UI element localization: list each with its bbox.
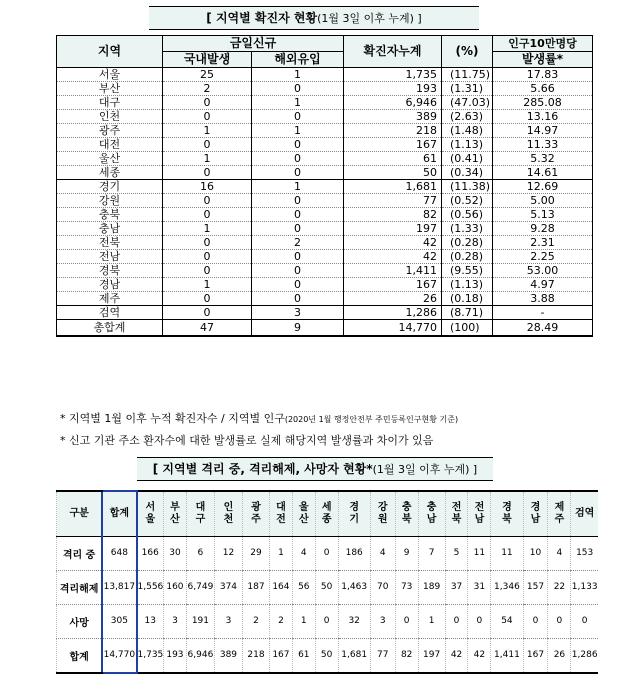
cell-cumulative: 1,411 bbox=[344, 264, 442, 278]
cell-overseas: 0 bbox=[252, 264, 344, 278]
header-domestic: 국내발생 bbox=[163, 52, 252, 68]
value-cell: 1 bbox=[418, 604, 445, 638]
cell-cumulative: 77 bbox=[344, 194, 442, 208]
cell-percent: (11.75) bbox=[442, 68, 493, 82]
table-row bbox=[57, 250, 593, 264]
cell-cumulative: 167 bbox=[344, 278, 442, 292]
cell-domestic: 25 bbox=[163, 68, 252, 82]
value-cell: 61 bbox=[292, 638, 315, 673]
table1-title bbox=[149, 6, 479, 30]
table-row bbox=[57, 222, 593, 236]
note-rate-difference: * 신고 기관 주소 환자수에 대한 발생률로 실제 해당지역 발생률과 차이가 있음 bbox=[60, 434, 434, 447]
header-cell: 부 산 bbox=[164, 491, 187, 537]
cell-cumulative: 26 bbox=[344, 292, 442, 306]
value-cell: 42 bbox=[468, 638, 491, 673]
cell-rate: 5.13 bbox=[493, 208, 593, 222]
cell-percent: (0.56) bbox=[442, 208, 493, 222]
value-cell: 9 bbox=[395, 537, 418, 571]
header-cell: 검역 bbox=[571, 491, 598, 537]
cell-domestic: 1 bbox=[163, 278, 252, 292]
cell-domestic: 0 bbox=[163, 194, 252, 208]
value-cell: 218 bbox=[242, 638, 269, 673]
table-row bbox=[57, 278, 593, 292]
cell-cumulative: 1,286 bbox=[344, 306, 442, 320]
value-cell: 1,463 bbox=[338, 570, 370, 604]
cell-rate: 11.33 bbox=[493, 138, 593, 152]
table-row bbox=[57, 96, 593, 110]
total-cell: 14,770 bbox=[102, 638, 136, 673]
table-row bbox=[57, 68, 593, 82]
cell-overseas: 0 bbox=[252, 82, 344, 96]
value-cell: 2 bbox=[242, 604, 269, 638]
cell-overseas: 1 bbox=[252, 180, 344, 194]
header-cell: 광 주 bbox=[242, 491, 269, 537]
total-cell: 648 bbox=[102, 537, 136, 571]
cell-domestic: 0 bbox=[163, 292, 252, 306]
value-cell: 42 bbox=[445, 638, 468, 673]
total-cell: 305 bbox=[102, 604, 136, 638]
value-cell: 22 bbox=[548, 570, 571, 604]
header-cell: 경 남 bbox=[523, 491, 548, 537]
value-cell: 7 bbox=[418, 537, 445, 571]
value-cell: 1,286 bbox=[571, 638, 598, 673]
value-cell: 10 bbox=[523, 537, 548, 571]
table-row bbox=[57, 570, 599, 604]
note-population bbox=[60, 410, 458, 426]
value-cell: 13 bbox=[137, 604, 164, 638]
cell-percent: (1.48) bbox=[442, 124, 493, 138]
cell-region: 검역 bbox=[57, 306, 163, 320]
cell-cumulative: 193 bbox=[344, 82, 442, 96]
cell-cumulative: 61 bbox=[344, 152, 442, 166]
value-cell: 197 bbox=[418, 638, 445, 673]
cell-region: 전남 bbox=[57, 250, 163, 264]
value-cell: 189 bbox=[418, 570, 445, 604]
cell-overseas: 0 bbox=[252, 110, 344, 124]
cell-overseas: 0 bbox=[252, 208, 344, 222]
cell-domestic: 0 bbox=[163, 264, 252, 278]
table-row bbox=[57, 306, 593, 320]
cell-cumulative: 167 bbox=[344, 138, 442, 152]
cell-region: 대구 bbox=[57, 96, 163, 110]
cell-domestic: 0 bbox=[163, 138, 252, 152]
value-cell: 32 bbox=[338, 604, 370, 638]
cell-rate: 28.49 bbox=[493, 320, 593, 337]
cell-rate: 14.61 bbox=[493, 166, 593, 180]
header-cell: 충 남 bbox=[418, 491, 445, 537]
header-today-new: 금일신규 bbox=[163, 36, 344, 52]
header-cell: 전 남 bbox=[468, 491, 491, 537]
cell-domestic: 1 bbox=[163, 152, 252, 166]
cell-domestic: 16 bbox=[163, 180, 252, 194]
cell-cumulative: 14,770 bbox=[344, 320, 442, 337]
value-cell: 160 bbox=[164, 570, 187, 604]
cell-rate: 285.08 bbox=[493, 96, 593, 110]
table-row bbox=[57, 166, 593, 180]
value-cell: 1 bbox=[292, 604, 315, 638]
cell-region: 부산 bbox=[57, 82, 163, 96]
cell-domestic: 0 bbox=[163, 250, 252, 264]
value-cell: 4 bbox=[548, 537, 571, 571]
cell-domestic: 0 bbox=[163, 306, 252, 320]
value-cell: 167 bbox=[523, 638, 548, 673]
value-cell: 11 bbox=[468, 537, 491, 571]
cell-percent: (8.71) bbox=[442, 306, 493, 320]
value-cell: 186 bbox=[338, 537, 370, 571]
cell-percent: (1.33) bbox=[442, 222, 493, 236]
cell-percent: (0.52) bbox=[442, 194, 493, 208]
value-cell: 389 bbox=[214, 638, 242, 673]
value-cell: 164 bbox=[270, 570, 293, 604]
header-cell: 전 북 bbox=[445, 491, 468, 537]
header-cell: 인 천 bbox=[214, 491, 242, 537]
header-region: 지역 bbox=[57, 36, 163, 68]
value-cell: 50 bbox=[315, 638, 338, 673]
cell-domestic: 2 bbox=[163, 82, 252, 96]
header-percent: (%) bbox=[442, 36, 493, 68]
table-row bbox=[57, 236, 593, 250]
table1-title-main: [ 지역별 확진자 현황 bbox=[206, 11, 318, 25]
cell-percent: (2.63) bbox=[442, 110, 493, 124]
value-cell: 6,749 bbox=[186, 570, 214, 604]
cell-overseas: 3 bbox=[252, 306, 344, 320]
header-cell: 합계 bbox=[102, 491, 136, 537]
value-cell: 82 bbox=[395, 638, 418, 673]
cell-rate: 17.83 bbox=[493, 68, 593, 82]
isolation-status-table bbox=[56, 490, 598, 674]
cell-cumulative: 1,735 bbox=[344, 68, 442, 82]
row-label: 격리해제 bbox=[57, 570, 103, 604]
value-cell: 3 bbox=[164, 604, 187, 638]
cell-cumulative: 82 bbox=[344, 208, 442, 222]
cell-cumulative: 1,681 bbox=[344, 180, 442, 194]
header-cell: 울 산 bbox=[292, 491, 315, 537]
value-cell: 4 bbox=[370, 537, 395, 571]
cell-region: 서울 bbox=[57, 68, 163, 82]
note-population-main: * 지역별 1월 이후 누적 확진자수 / 지역별 인구 bbox=[60, 412, 285, 425]
cell-rate: 5.32 bbox=[493, 152, 593, 166]
value-cell: 77 bbox=[370, 638, 395, 673]
header-cell: 경 기 bbox=[338, 491, 370, 537]
value-cell: 193 bbox=[164, 638, 187, 673]
value-cell: 191 bbox=[186, 604, 214, 638]
cell-region: 울산 bbox=[57, 152, 163, 166]
cell-domestic: 47 bbox=[163, 320, 252, 337]
cell-domestic: 0 bbox=[163, 110, 252, 124]
header-overseas: 해외유입 bbox=[252, 52, 344, 68]
header-rate-line2: 발생률* bbox=[493, 52, 593, 68]
value-cell: 29 bbox=[242, 537, 269, 571]
value-cell: 0 bbox=[395, 604, 418, 638]
value-cell: 1,681 bbox=[338, 638, 370, 673]
cell-domestic: 0 bbox=[163, 96, 252, 110]
cell-overseas: 0 bbox=[252, 194, 344, 208]
header-cell: 강 원 bbox=[370, 491, 395, 537]
value-cell: 167 bbox=[270, 638, 293, 673]
cell-region: 경기 bbox=[57, 180, 163, 194]
cell-percent: (0.41) bbox=[442, 152, 493, 166]
table-row bbox=[57, 638, 599, 673]
value-cell: 153 bbox=[571, 537, 598, 571]
cell-cumulative: 197 bbox=[344, 222, 442, 236]
cell-cumulative: 50 bbox=[344, 166, 442, 180]
cell-region: 총합계 bbox=[57, 320, 163, 337]
value-cell: 50 bbox=[315, 570, 338, 604]
header-cell: 제 주 bbox=[548, 491, 571, 537]
cell-percent: (1.13) bbox=[442, 278, 493, 292]
cell-domestic: 0 bbox=[163, 208, 252, 222]
cell-rate: 53.00 bbox=[493, 264, 593, 278]
table-row bbox=[57, 124, 593, 138]
value-cell: 0 bbox=[468, 604, 491, 638]
value-cell: 6 bbox=[186, 537, 214, 571]
cell-overseas: 1 bbox=[252, 96, 344, 110]
cell-percent: (11.38) bbox=[442, 180, 493, 194]
table-row bbox=[57, 152, 593, 166]
cell-rate: 5.00 bbox=[493, 194, 593, 208]
cell-region: 제주 bbox=[57, 292, 163, 306]
cell-percent: (1.31) bbox=[442, 82, 493, 96]
value-cell: 1,411 bbox=[491, 638, 523, 673]
row-label: 합계 bbox=[57, 638, 103, 673]
cell-region: 충남 bbox=[57, 222, 163, 236]
cell-overseas: 0 bbox=[252, 166, 344, 180]
header-cell: 충 북 bbox=[395, 491, 418, 537]
row-label: 격리 중 bbox=[57, 537, 103, 571]
total-row bbox=[57, 320, 593, 337]
cell-region: 세종 bbox=[57, 166, 163, 180]
value-cell: 1,133 bbox=[571, 570, 598, 604]
cell-rate: 9.28 bbox=[493, 222, 593, 236]
regional-cases-table bbox=[56, 35, 593, 337]
cell-percent: (0.28) bbox=[442, 236, 493, 250]
header-cell: 세 종 bbox=[315, 491, 338, 537]
table2-title-sub: (1월 3일 이후 누계) ] bbox=[372, 463, 478, 476]
value-cell: 0 bbox=[315, 537, 338, 571]
value-cell: 2 bbox=[270, 604, 293, 638]
table2-title bbox=[137, 457, 493, 481]
table-row bbox=[57, 194, 593, 208]
value-cell: 70 bbox=[370, 570, 395, 604]
cell-cumulative: 42 bbox=[344, 250, 442, 264]
cell-region: 강원 bbox=[57, 194, 163, 208]
header-cell: 구분 bbox=[57, 491, 103, 537]
cell-region: 충북 bbox=[57, 208, 163, 222]
cell-rate: 14.97 bbox=[493, 124, 593, 138]
value-cell: 187 bbox=[242, 570, 269, 604]
cell-domestic: 1 bbox=[163, 222, 252, 236]
table-row bbox=[57, 180, 593, 194]
cell-region: 인천 bbox=[57, 110, 163, 124]
cell-rate: 5.66 bbox=[493, 82, 593, 96]
value-cell: 0 bbox=[445, 604, 468, 638]
value-cell: 5 bbox=[445, 537, 468, 571]
table-row bbox=[57, 110, 593, 124]
value-cell: 37 bbox=[445, 570, 468, 604]
value-cell: 0 bbox=[315, 604, 338, 638]
value-cell: 157 bbox=[523, 570, 548, 604]
cell-percent: (47.03) bbox=[442, 96, 493, 110]
value-cell: 73 bbox=[395, 570, 418, 604]
cell-cumulative: 389 bbox=[344, 110, 442, 124]
header-rate-line1: 인구10만명당 bbox=[493, 36, 593, 52]
cell-rate: 12.69 bbox=[493, 180, 593, 194]
value-cell: 12 bbox=[214, 537, 242, 571]
table-row bbox=[57, 604, 599, 638]
value-cell: 3 bbox=[214, 604, 242, 638]
header-cell: 대 구 bbox=[186, 491, 214, 537]
table-row bbox=[57, 537, 599, 571]
total-cell: 13,817 bbox=[102, 570, 136, 604]
value-cell: 3 bbox=[370, 604, 395, 638]
cell-domestic: 1 bbox=[163, 124, 252, 138]
value-cell: 1 bbox=[270, 537, 293, 571]
cell-overseas: 0 bbox=[252, 152, 344, 166]
cell-overseas: 0 bbox=[252, 278, 344, 292]
cell-overseas: 0 bbox=[252, 292, 344, 306]
value-cell: 0 bbox=[548, 604, 571, 638]
cell-percent: (0.34) bbox=[442, 166, 493, 180]
cell-cumulative: 218 bbox=[344, 124, 442, 138]
note-population-source: (2020년 1월 행정안전부 주민등록인구현황 기준) bbox=[284, 415, 459, 424]
value-cell: 1,556 bbox=[137, 570, 164, 604]
cell-rate: 2.31 bbox=[493, 236, 593, 250]
cell-percent: (100) bbox=[442, 320, 493, 337]
table2-title-main: [ 지역별 격리 중, 격리해제, 사망자 현황* bbox=[152, 462, 373, 476]
value-cell: 54 bbox=[491, 604, 523, 638]
cell-overseas: 1 bbox=[252, 68, 344, 82]
cell-domestic: 0 bbox=[163, 166, 252, 180]
cell-rate: 13.16 bbox=[493, 110, 593, 124]
header-cell: 서 울 bbox=[137, 491, 164, 537]
cell-region: 대전 bbox=[57, 138, 163, 152]
cell-overseas: 1 bbox=[252, 124, 344, 138]
value-cell: 0 bbox=[523, 604, 548, 638]
cell-region: 광주 bbox=[57, 124, 163, 138]
cell-region: 경남 bbox=[57, 278, 163, 292]
header-cell: 대 전 bbox=[270, 491, 293, 537]
cell-rate: 3.88 bbox=[493, 292, 593, 306]
cell-region: 전북 bbox=[57, 236, 163, 250]
value-cell: 4 bbox=[292, 537, 315, 571]
cell-rate: 2.25 bbox=[493, 250, 593, 264]
table-row bbox=[57, 82, 593, 96]
value-cell: 6,946 bbox=[186, 638, 214, 673]
value-cell: 1,346 bbox=[491, 570, 523, 604]
value-cell: 56 bbox=[292, 570, 315, 604]
value-cell: 30 bbox=[164, 537, 187, 571]
cell-rate: - bbox=[493, 306, 593, 320]
cell-percent: (9.55) bbox=[442, 264, 493, 278]
table-row bbox=[57, 264, 593, 278]
header-cumulative: 확진자누계 bbox=[344, 36, 442, 68]
table-row bbox=[57, 138, 593, 152]
row-label: 사망 bbox=[57, 604, 103, 638]
value-cell: 1,735 bbox=[137, 638, 164, 673]
cell-overseas: 2 bbox=[252, 236, 344, 250]
value-cell: 0 bbox=[571, 604, 598, 638]
cell-overseas: 9 bbox=[252, 320, 344, 337]
cell-percent: (1.13) bbox=[442, 138, 493, 152]
value-cell: 26 bbox=[548, 638, 571, 673]
value-cell: 374 bbox=[214, 570, 242, 604]
table1-title-sub: (1월 3일 이후 누계) ] bbox=[317, 12, 422, 25]
cell-percent: (0.28) bbox=[442, 250, 493, 264]
cell-rate: 4.97 bbox=[493, 278, 593, 292]
cell-cumulative: 6,946 bbox=[344, 96, 442, 110]
cell-region: 경북 bbox=[57, 264, 163, 278]
cell-percent: (0.18) bbox=[442, 292, 493, 306]
value-cell: 31 bbox=[468, 570, 491, 604]
value-cell: 11 bbox=[491, 537, 523, 571]
header-cell: 경 북 bbox=[491, 491, 523, 537]
cell-cumulative: 42 bbox=[344, 236, 442, 250]
table-row bbox=[57, 208, 593, 222]
cell-overseas: 0 bbox=[252, 138, 344, 152]
value-cell: 166 bbox=[137, 537, 164, 571]
cell-overseas: 0 bbox=[252, 222, 344, 236]
cell-domestic: 0 bbox=[163, 236, 252, 250]
table-row bbox=[57, 292, 593, 306]
cell-overseas: 0 bbox=[252, 250, 344, 264]
